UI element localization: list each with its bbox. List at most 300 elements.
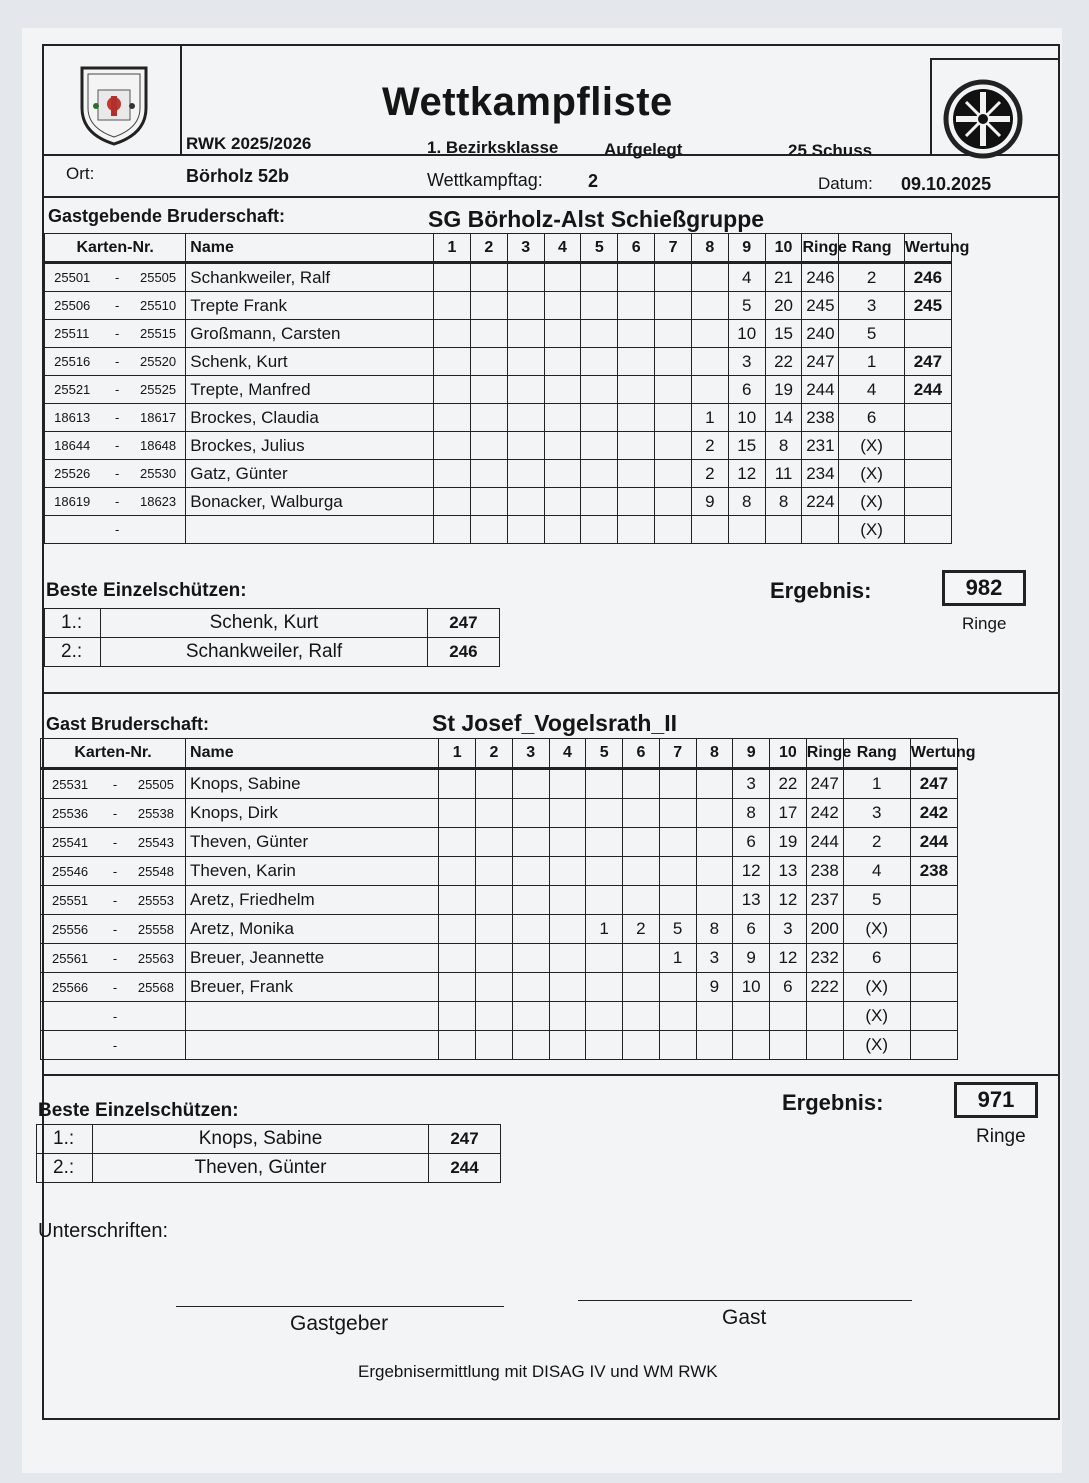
score-cell — [549, 828, 586, 857]
ringe-cell: 240 — [802, 320, 839, 348]
column-header-score: 5 — [581, 234, 618, 263]
score-cell — [544, 460, 581, 488]
score-cell — [659, 769, 696, 799]
page-title: Wettkampfliste — [382, 80, 673, 124]
card-range-dash: - — [114, 354, 120, 369]
card-number-cell — [41, 915, 186, 944]
rang-cell: 1 — [843, 769, 910, 799]
score-cell: 13 — [770, 857, 807, 886]
column-header-name: Name — [186, 739, 439, 769]
wertung-cell — [910, 944, 957, 973]
column-header-card: Karten-Nr. — [41, 739, 186, 769]
season-label: RWK 2025/2026 — [186, 134, 312, 153]
score-cell: 5 — [659, 915, 696, 944]
ringe-cell: 237 — [806, 886, 843, 915]
score-cell — [586, 1031, 623, 1060]
table-row — [45, 404, 1034, 432]
score-cell — [623, 886, 660, 915]
signatures-label: Unterschriften: — [38, 1220, 169, 1242]
form-frame — [38, 44, 1060, 1420]
best-place: 2.: — [37, 1154, 93, 1183]
score-cell — [659, 973, 696, 1002]
card-range-dash: - — [112, 892, 118, 908]
table-row — [45, 432, 1034, 460]
score-cell — [691, 348, 728, 376]
column-header-score: 9 — [728, 234, 765, 263]
column-header-score: 4 — [549, 739, 586, 769]
card-range-dash: - — [114, 466, 120, 481]
card-range-dash: - — [114, 270, 120, 285]
table-row — [45, 320, 1034, 348]
table-row — [41, 799, 1050, 828]
shooter-name — [186, 1002, 439, 1031]
rang-cell: (X) — [839, 432, 905, 460]
ringe-cell: 247 — [802, 348, 839, 376]
card-number-cell — [45, 432, 186, 460]
host-signature-label: Gastgeber — [290, 1312, 389, 1335]
score-cell — [696, 1002, 733, 1031]
score-cell — [581, 292, 618, 320]
score-cell — [655, 263, 692, 292]
score-cell: 13 — [733, 886, 770, 915]
score-cell — [581, 460, 618, 488]
ringe-cell: 244 — [802, 376, 839, 404]
date-label: Datum: — [818, 174, 873, 193]
host-team-name: SG Börholz-Alst Schießgruppe — [428, 206, 765, 232]
score-cell — [507, 376, 544, 404]
card-range-dash: - — [114, 298, 120, 313]
location-label: Ort: — [66, 164, 95, 183]
table-row — [41, 915, 1050, 944]
card-number-cell — [45, 404, 186, 432]
column-header-score: 7 — [655, 234, 692, 263]
score-cell — [549, 799, 586, 828]
card-number-cell — [45, 516, 186, 544]
score-cell — [623, 799, 660, 828]
host-signature-line[interactable] — [176, 1306, 504, 1307]
score-cell — [476, 886, 513, 915]
guest-result-label: Ergebnis: — [782, 1090, 884, 1115]
score-cell — [623, 944, 660, 973]
score-cell — [581, 488, 618, 516]
score-cell — [581, 432, 618, 460]
card-range-dash: - — [112, 805, 118, 821]
score-cell — [618, 348, 655, 376]
score-cell — [581, 263, 618, 292]
score-cell — [618, 376, 655, 404]
score-cell — [733, 1031, 770, 1060]
ringe-cell: 246 — [802, 263, 839, 292]
column-header-name: Name — [186, 234, 434, 263]
club-crest-icon — [74, 64, 154, 146]
column-header-score: 10 — [770, 739, 807, 769]
column-header-score: 10 — [765, 234, 802, 263]
score-cell — [659, 1002, 696, 1031]
card-number-cell — [41, 1031, 186, 1060]
score-cell — [655, 404, 692, 432]
ringe-cell: 232 — [806, 944, 843, 973]
score-cell — [434, 292, 471, 320]
wertung-cell — [904, 432, 951, 460]
score-cell — [434, 348, 471, 376]
score-cell — [549, 857, 586, 886]
score-cell — [544, 488, 581, 516]
table-row — [41, 857, 1050, 886]
score-cell — [586, 769, 623, 799]
card-range-dash: - — [112, 979, 118, 995]
card-from: 25566 — [52, 979, 89, 995]
card-to: 18617 — [139, 410, 177, 425]
score-cell: 3 — [728, 348, 765, 376]
wertung-cell: 247 — [904, 348, 951, 376]
card-number-cell — [41, 1002, 186, 1031]
score-cell — [544, 376, 581, 404]
ringe-cell: 222 — [806, 973, 843, 1002]
score-cell — [512, 944, 549, 973]
score-cell: 9 — [733, 944, 770, 973]
score-cell: 6 — [733, 828, 770, 857]
footer-note: Ergebnisermittlung mit DISAG IV und WM RWK — [358, 1362, 718, 1381]
card-number-cell — [45, 348, 186, 376]
card-to: 25548 — [137, 863, 174, 879]
score-cell: 4 — [728, 263, 765, 292]
score-cell — [655, 516, 692, 544]
score-cell — [439, 857, 476, 886]
score-cell — [512, 799, 549, 828]
card-from: 25541 — [52, 834, 89, 850]
column-header-score: 7 — [659, 739, 696, 769]
card-from: 18613 — [54, 410, 91, 425]
best-name: Schankweiler, Ralf — [101, 638, 428, 667]
score-cell — [507, 488, 544, 516]
card-range-dash: - — [112, 776, 118, 792]
host-result-label: Ergebnis: — [770, 578, 872, 603]
card-from: 25531 — [52, 776, 89, 792]
rang-cell: (X) — [839, 488, 905, 516]
score-cell — [507, 320, 544, 348]
score-cell: 12 — [728, 460, 765, 488]
column-header-score: 2 — [470, 234, 507, 263]
rang-cell: 5 — [843, 886, 910, 915]
card-range-dash: - — [112, 863, 118, 879]
score-cell — [439, 886, 476, 915]
column-header-rang: Rang — [843, 739, 910, 769]
column-header-score: 3 — [512, 739, 549, 769]
card-number-cell — [45, 488, 186, 516]
best-place: 1.: — [37, 1125, 93, 1154]
table-row — [41, 828, 1050, 857]
column-header-ringe: Ringe — [806, 739, 843, 769]
score-cell — [691, 263, 728, 292]
rang-cell: 6 — [843, 944, 910, 973]
column-header-score: 6 — [618, 234, 655, 263]
shooter-name — [186, 1031, 439, 1060]
shooter-name: Theven, Günter — [186, 828, 439, 857]
column-header-wertung: Wertung — [910, 739, 957, 769]
card-to: 25510 — [139, 298, 177, 313]
score-cell — [544, 292, 581, 320]
best-score: 246 — [427, 638, 499, 667]
score-cell — [470, 348, 507, 376]
score-cell — [659, 886, 696, 915]
wertung-cell: 242 — [910, 799, 957, 828]
score-cell — [434, 320, 471, 348]
score-cell — [623, 973, 660, 1002]
wertung-cell — [910, 973, 957, 1002]
wertung-cell: 244 — [904, 376, 951, 404]
score-cell: 3 — [696, 944, 733, 973]
column-header-score: 5 — [586, 739, 623, 769]
ringe-cell: 242 — [806, 799, 843, 828]
score-cell — [434, 460, 471, 488]
score-cell: 5 — [728, 292, 765, 320]
score-cell — [507, 404, 544, 432]
shooter-name: Aretz, Friedhelm — [186, 886, 439, 915]
score-cell — [470, 432, 507, 460]
shots-label: 25 Schuss — [788, 141, 873, 160]
rang-cell: 3 — [839, 292, 905, 320]
score-cell: 1 — [659, 944, 696, 973]
wertung-cell: 247 — [910, 769, 957, 799]
guest-signature-line[interactable] — [578, 1300, 912, 1301]
location-value: Börholz 52b — [186, 166, 290, 186]
column-header-score: 8 — [691, 234, 728, 263]
host-score-table — [44, 233, 1034, 544]
card-number-cell — [45, 460, 186, 488]
card-to: 25530 — [139, 466, 177, 481]
score-cell — [618, 320, 655, 348]
score-cell — [549, 1002, 586, 1031]
ringe-cell: 200 — [806, 915, 843, 944]
score-cell — [765, 516, 802, 544]
score-cell — [507, 348, 544, 376]
card-to: 25553 — [137, 892, 174, 908]
score-cell — [659, 857, 696, 886]
score-cell — [512, 1002, 549, 1031]
score-cell: 22 — [765, 348, 802, 376]
shooter-name: Bonacker, Walburga — [186, 488, 434, 516]
score-cell: 3 — [733, 769, 770, 799]
wertung-cell — [910, 1031, 957, 1060]
card-range-dash: - — [114, 522, 120, 537]
card-to: 25563 — [137, 950, 174, 966]
score-cell — [770, 1031, 807, 1060]
matchday-label: Wettkampftag: — [427, 170, 543, 190]
score-cell: 8 — [765, 488, 802, 516]
best-row — [37, 1125, 501, 1154]
score-cell: 8 — [728, 488, 765, 516]
card-to: 25515 — [139, 326, 177, 341]
wertung-cell — [910, 1002, 957, 1031]
card-from: 25526 — [54, 466, 91, 481]
card-number-cell — [41, 973, 186, 1002]
score-cell — [439, 973, 476, 1002]
score-cell — [476, 857, 513, 886]
host-result-box: 982 — [942, 570, 1026, 606]
wertung-cell — [904, 460, 951, 488]
column-header-score: 2 — [476, 739, 513, 769]
score-cell — [655, 348, 692, 376]
score-cell — [581, 516, 618, 544]
table-row — [45, 348, 1034, 376]
score-cell: 2 — [691, 460, 728, 488]
score-cell — [439, 769, 476, 799]
score-cell: 10 — [728, 404, 765, 432]
card-to: 25538 — [137, 805, 174, 821]
card-from: 25551 — [52, 892, 89, 908]
score-cell — [581, 348, 618, 376]
card-range-dash: - — [112, 1037, 118, 1053]
score-cell — [476, 828, 513, 857]
rang-cell: 5 — [839, 320, 905, 348]
card-number-cell — [41, 944, 186, 973]
score-cell: 11 — [765, 460, 802, 488]
score-cell — [512, 769, 549, 799]
shooter-name: Großmann, Carsten — [186, 320, 434, 348]
rang-cell: (X) — [843, 1002, 910, 1031]
ringe-cell — [802, 516, 839, 544]
score-cell — [544, 263, 581, 292]
score-cell: 19 — [770, 828, 807, 857]
score-cell: 6 — [770, 973, 807, 1002]
card-to: 25520 — [139, 354, 177, 369]
score-cell — [659, 1031, 696, 1060]
card-range-dash: - — [112, 834, 118, 850]
score-cell — [549, 886, 586, 915]
score-cell — [434, 263, 471, 292]
score-cell: 2 — [691, 432, 728, 460]
score-cell — [696, 799, 733, 828]
target-cross-icon — [942, 78, 1024, 160]
score-cell — [470, 488, 507, 516]
score-cell: 6 — [733, 915, 770, 944]
score-cell — [476, 915, 513, 944]
score-cell — [434, 432, 471, 460]
score-cell — [470, 460, 507, 488]
score-cell: 12 — [770, 944, 807, 973]
card-range-dash: - — [114, 382, 120, 397]
score-cell — [659, 799, 696, 828]
score-cell — [623, 1031, 660, 1060]
guest-label: Gast Bruderschaft: — [46, 714, 210, 734]
score-cell — [586, 1002, 623, 1031]
score-cell: 9 — [691, 488, 728, 516]
ringe-cell: 247 — [806, 769, 843, 799]
wertung-cell — [904, 516, 951, 544]
score-cell — [618, 516, 655, 544]
card-to: 25568 — [137, 979, 174, 995]
rang-cell: 3 — [843, 799, 910, 828]
score-cell — [434, 376, 471, 404]
card-from: 25506 — [54, 298, 91, 313]
card-from: 25516 — [54, 354, 91, 369]
score-cell — [618, 432, 655, 460]
ringe-cell: 245 — [802, 292, 839, 320]
score-cell — [549, 944, 586, 973]
score-cell — [507, 432, 544, 460]
score-cell — [439, 1031, 476, 1060]
score-cell: 17 — [770, 799, 807, 828]
card-range-dash: - — [114, 494, 120, 509]
date-value: 09.10.2025 — [901, 174, 992, 194]
card-number-cell — [45, 320, 186, 348]
card-number-cell — [45, 376, 186, 404]
best-name: Knops, Sabine — [93, 1125, 429, 1154]
score-cell — [618, 292, 655, 320]
score-cell — [618, 404, 655, 432]
column-header-score: 4 — [544, 234, 581, 263]
column-header-score: 9 — [733, 739, 770, 769]
card-from: 25546 — [52, 863, 89, 879]
score-cell — [439, 799, 476, 828]
ringe-cell: 238 — [806, 857, 843, 886]
rang-cell: 1 — [839, 348, 905, 376]
score-cell — [507, 516, 544, 544]
wertung-cell — [910, 915, 957, 944]
rang-cell: 2 — [839, 263, 905, 292]
score-cell — [586, 944, 623, 973]
score-cell — [623, 769, 660, 799]
shooter-name: Breuer, Jeannette — [186, 944, 439, 973]
score-cell — [507, 292, 544, 320]
score-cell: 19 — [765, 376, 802, 404]
score-cell — [623, 828, 660, 857]
score-cell — [434, 516, 471, 544]
score-cell — [691, 516, 728, 544]
score-cell — [549, 1031, 586, 1060]
score-cell: 12 — [733, 857, 770, 886]
host-best-table — [44, 608, 500, 667]
rang-cell: (X) — [839, 460, 905, 488]
score-cell — [586, 886, 623, 915]
score-cell — [470, 263, 507, 292]
score-cell — [544, 516, 581, 544]
ringe-cell — [806, 1002, 843, 1031]
table-row — [45, 263, 1034, 292]
score-cell — [470, 320, 507, 348]
score-cell — [586, 799, 623, 828]
card-number-cell — [45, 263, 186, 292]
card-number-cell — [45, 292, 186, 320]
shooter-name: Theven, Karin — [186, 857, 439, 886]
best-name: Schenk, Kurt — [101, 609, 428, 638]
shooter-name: Trepte, Manfred — [186, 376, 434, 404]
score-cell: 14 — [765, 404, 802, 432]
card-number-cell — [41, 828, 186, 857]
table-header-row — [41, 739, 1050, 769]
table-row — [45, 488, 1034, 516]
card-to: 25558 — [137, 921, 174, 937]
score-cell — [507, 460, 544, 488]
host-label: Gastgebende Bruderschaft: — [48, 206, 286, 226]
score-cell — [618, 460, 655, 488]
guest-result-unit: Ringe — [976, 1126, 1026, 1147]
score-cell — [512, 973, 549, 1002]
shooter-name: Aretz, Monika — [186, 915, 439, 944]
score-cell — [659, 828, 696, 857]
score-cell — [512, 857, 549, 886]
card-from: 25511 — [54, 326, 90, 341]
column-header-wertung: Wertung — [904, 234, 951, 263]
shooter-name: Schankweiler, Ralf — [186, 263, 434, 292]
wertung-cell: 246 — [904, 263, 951, 292]
score-cell — [728, 516, 765, 544]
score-cell — [691, 320, 728, 348]
score-cell — [618, 263, 655, 292]
score-cell: 8 — [765, 432, 802, 460]
best-place: 2.: — [45, 638, 101, 667]
score-cell — [434, 404, 471, 432]
